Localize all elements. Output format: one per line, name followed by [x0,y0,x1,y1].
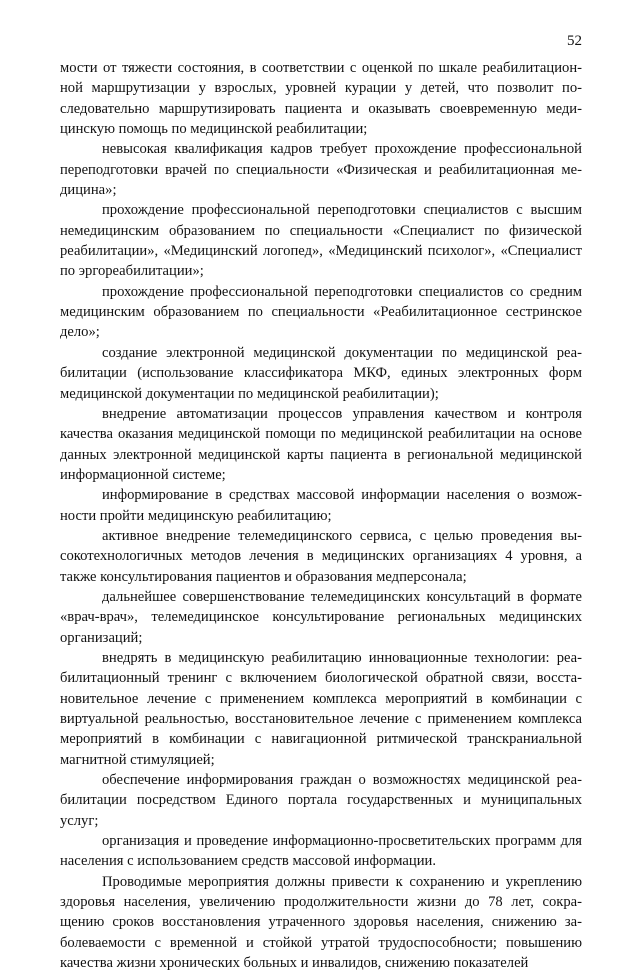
paragraph-electronic-documentation: создание электронной медицинской документации по медицинской реабилитации (использование классификатора МКФ, единых электронных форм медицинской документации по медицинской реабилитации); [60,344,582,402]
paragraph-innovative-technologies: внедрять в медицинскую реабилитацию инновационные технологии: реабилитационный тренинг с включением биологической обратной связи, восстановительное лечение с применением комплекса мероприятий в комбинации с виртуальной реальностью, восстановительное лечение с применением комплекса мероприятий в комбинации с навигационной ритмической транскраниальной магнитной стимуляцией; [60,649,582,768]
paragraph-expected-results: Проводимые мероприятия должны привести к сохранению и укреплению здоровья населения, увеличению продолжительности жизни до 78 лет, сокращению сроков восстановления утраченного здоровья населения, снижению заболеваемости с временной и стойкой утратой трудоспособности; повышению качества жизни хронических больных и инвалидов, снижению показателей [60,873,582,972]
paragraph-telemedicine-consultations: дальнейшее совершенствование телемедицинских консультаций в формате «врач-врач», телемедицинское консультирование региональных медицинских организаций; [60,588,582,646]
paragraph-media-information: информирование в средствах массовой информации населения о возможности пройти медицинскую реабилитацию; [60,487,582,524]
paragraph-quality-automation: внедрение автоматизации процессов управления качеством и контроля качества оказания медицинской помощи по медицинской реабилитации на основе данных электронной медицинской карты пациента в региональной медицинской информационной системе; [60,405,582,483]
paragraph-telemedicine-service: активное внедрение телемедицинского сервиса, с целью проведения высокотехнологичных методов лечения в медицинских организациях 4 уровня, а также консультирования пациентов и образования медперсонала; [60,527,582,585]
paragraph-staff-qualification: невысокая квалификация кадров требует прохождение профессиональной переподготовки врачей по специальности «Физическая и реабилитационная медицина»; [60,141,582,199]
paragraph-continuation: мости от тяжести состояния, в соответствии с оценкой по шкале реабилитационной маршрутизации у взрослых, уровней курации у детей, что позволит последовательно маршрутизировать пациента и оказывать своевременную медицинскую помощь по медицинской реабилитации; [60,60,582,138]
paragraph-secondary-education-retraining: прохождение профессиональной переподготовки специалистов со средним медицинским образованием по специальности «Реабилитационное сестринское дело»; [60,283,582,341]
page-number: 52 [567,33,582,49]
paragraph-public-portal: обеспечение информирования граждан о возможностях медицинской реабилитации посредством Единого портала государственных и муниципальных услуг; [60,772,582,829]
body-text [60,58,582,973]
paragraph-higher-education-retraining: прохождение профессиональной переподготовки специалистов с высшим немедицинским образованием по специальности «Специалист по физической реабилитации», «Медицинский логопед», «Медицинский психолог», «Специалист по эргореабилитации»; [60,202,582,280]
paragraph-educational-programs: организация и проведение информационно-просветительских программ для населения с использованием средств массовой информации. [60,833,582,870]
